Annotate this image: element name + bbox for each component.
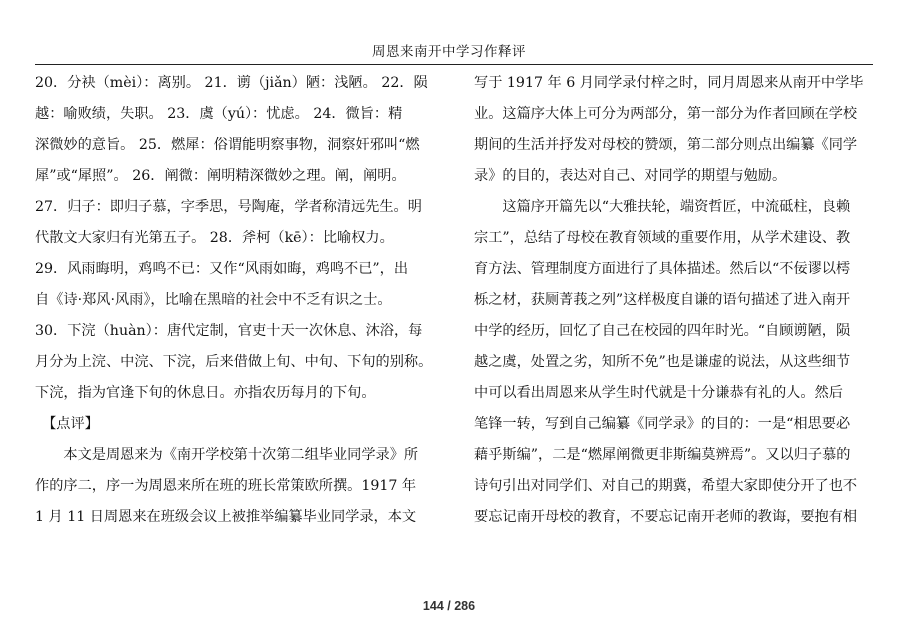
text-line: 深微妙的意旨。 25．燃犀：俗谓能明察事物，洞察奸邪叫“燃 xyxy=(35,137,420,153)
left-text-column xyxy=(35,68,440,533)
text-line: 期间的生活并抒发对母校的赞颂，第二部分则点出编纂《同学 xyxy=(474,137,858,153)
text-line: 20．分袂（mèi）：离别。 21．谫（jiǎn）陋：浅陋。 22．陨 xyxy=(35,75,428,91)
text-line: 越：喻败绩，失职。 23．虞（yú）：忧虑。 24．微旨：精 xyxy=(35,106,403,122)
text-line: 要忘记南开母校的教育，不要忘记南开老师的教诲，要抱有相 xyxy=(474,509,858,525)
text-line: 代散文大家归有光第五子。 28．斧柯（kē）：比喻权力。 xyxy=(35,230,394,246)
text-line: 自《诗·郑风·风雨》，比喻在黑暗的社会中不乏有识之士。 xyxy=(35,292,392,308)
text-line: 宗工”，总结了母校在教育领域的重要作用，从学术建设、教 xyxy=(474,230,851,246)
text-line: 27．归子：即归子慕，字季思，号陶庵，学者称清远先生。明 xyxy=(35,199,422,215)
page-number-indicator: 144 / 286 xyxy=(422,599,476,613)
text-line: 1 月 11 日周恩来在班级会议上被推举编纂毕业同学录，本文 xyxy=(35,509,417,525)
section-heading-comment: 【点评】 xyxy=(35,416,99,432)
text-line: 写于 1917 年 6 月同学录付梓之时，同月周恩来从南开中学毕 xyxy=(474,75,864,91)
text-line: 犀”或“犀照”。 26．阐微：阐明精深微妙之理。阐，阐明。 xyxy=(35,168,406,184)
text-line: 中学的经历，回忆了自己在校园的四年时光。“自顾谫陋，陨 xyxy=(474,323,851,339)
running-header-title: 周恩来南开中学习作释评 xyxy=(372,44,526,60)
text-line: 业。这篇序大体上可分为两部分，第一部分为作者回顾在学校 xyxy=(474,106,858,122)
text-line: 录》的目的，表达对自己、对同学的期望与勉励。 xyxy=(474,168,787,184)
right-text-column xyxy=(474,68,874,533)
text-line: 作的序二，序一为周恩来所在班的班长常策欧所撰。1917 年 xyxy=(35,478,417,494)
text-line: 育方法、管理制度方面进行了具体描述。然后以“不佞谬以樗 xyxy=(474,261,851,277)
text-line: 诗句引出对同学们、对自己的期冀，希望大家即使分开了也不 xyxy=(474,478,858,494)
text-line: 笔锋一转，写到自己编纂《同学录》的目的：一是“相思要必 xyxy=(474,416,851,432)
text-line: 30．下浣（huàn）：唐代定制，官吏十天一次休息、沐浴，每 xyxy=(35,323,423,339)
text-line: 中可以看出周恩来从学生时代就是十分谦恭有礼的人。然后 xyxy=(474,385,843,401)
text-line: 月分为上浣、中浣、下浣，后来借做上旬、中旬、下旬的别称。 xyxy=(35,354,433,370)
text-line: 下浣，指为官逢下旬的休息日。亦指农历每月的下旬。 xyxy=(35,385,376,401)
text-line: 这篇序开篇先以“大雅扶轮，端资哲匠，中流砥柱，良赖 xyxy=(474,199,851,215)
text-line: 本文是周恩来为《南开学校第十次第二组毕业同学录》所 xyxy=(35,447,419,463)
text-line: 越之虞，处置之劣，知所不免”也是谦虚的说法，从这些细节 xyxy=(474,354,851,370)
header-divider xyxy=(35,64,873,65)
text-line: 29．风雨晦明，鸡鸣不已：又作“风雨如晦，鸡鸣不已”，出 xyxy=(35,261,409,277)
text-line: 栎之材，获厕菁莪之列”这样极度自谦的语句描述了进入南开 xyxy=(474,292,851,308)
text-line: 藉乎斯编”，二是“燃犀阐微更非斯编莫辨焉”。又以归子慕的 xyxy=(474,447,851,463)
